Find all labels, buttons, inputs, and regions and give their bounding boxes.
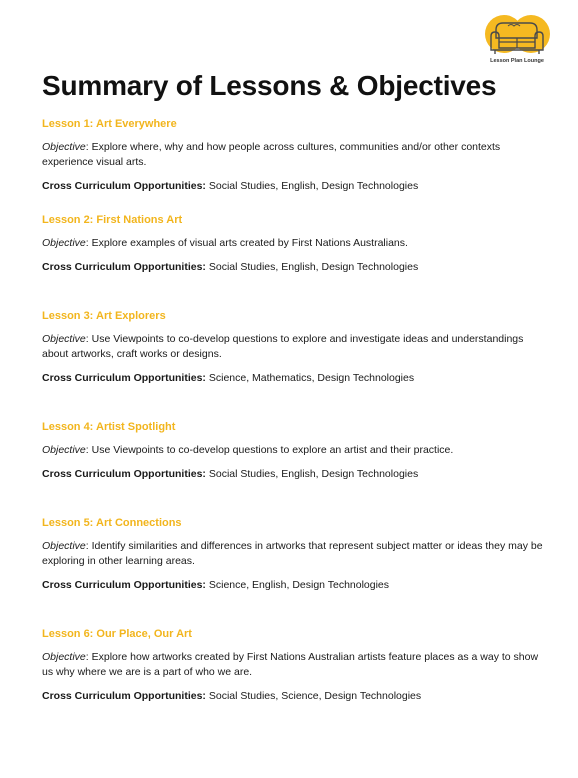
cross-curriculum-text: Social Studies, English, Design Technologies bbox=[208, 261, 419, 273]
lesson-objective bbox=[42, 332, 552, 362]
cross-curriculum-label: Cross Curriculum Opportunities: bbox=[42, 180, 206, 192]
page-title: Summary of Lessons & Objectives bbox=[42, 70, 497, 101]
lesson-title: Lesson 1: Art Everywhere bbox=[42, 118, 177, 130]
lesson-plan-lounge-logo bbox=[484, 14, 550, 74]
objective-label: Objective bbox=[42, 333, 86, 345]
lesson-cross-curriculum bbox=[42, 467, 552, 482]
sofa-icon bbox=[484, 14, 550, 60]
objective-label: Objective bbox=[42, 444, 86, 456]
objective-text: Use Viewpoints to co-develop questions to explore and investigate ideas and understandings about artworks, craft works or designs. bbox=[42, 333, 524, 360]
cross-curriculum-text: Social Studies, English, Design Technologies bbox=[208, 180, 419, 192]
lesson-cross-curriculum bbox=[42, 179, 552, 194]
lesson-5 bbox=[42, 516, 552, 627]
lesson-cross-curriculum bbox=[42, 371, 552, 386]
lesson-2 bbox=[42, 213, 552, 309]
cross-curriculum-label: Cross Curriculum Opportunities: bbox=[42, 690, 206, 702]
objective-text: Use Viewpoints to co-develop questions to explore an artist and their practice. bbox=[91, 444, 454, 456]
objective-label: Objective bbox=[42, 141, 86, 153]
lesson-6 bbox=[42, 627, 552, 723]
cross-curriculum-text: Science, Mathematics, Design Technologies bbox=[208, 372, 415, 384]
lesson-title: Lesson 5: Art Connections bbox=[42, 517, 182, 529]
cross-curriculum-label: Cross Curriculum Opportunities: bbox=[42, 261, 206, 273]
objective-text: Explore examples of visual arts created by First Nations Australians. bbox=[91, 237, 408, 249]
cross-curriculum-text: Science, English, Design Technologies bbox=[208, 579, 390, 591]
cross-curriculum-label: Cross Curriculum Opportunities: bbox=[42, 468, 206, 480]
cross-curriculum-label: Cross Curriculum Opportunities: bbox=[42, 372, 206, 384]
lesson-3 bbox=[42, 309, 552, 420]
lesson-objective bbox=[42, 650, 552, 680]
objective-separator: : bbox=[85, 141, 89, 153]
objective-text: Explore where, why and how people across cultures, communities and/or other contexts experience visual arts. bbox=[42, 141, 501, 168]
objective-separator: : bbox=[85, 651, 89, 663]
lesson-title: Lesson 2: First Nations Art bbox=[42, 214, 183, 226]
lesson-objective bbox=[42, 539, 552, 569]
lesson-objective bbox=[42, 236, 552, 251]
lesson-title: Lesson 4: Artist Spotlight bbox=[42, 421, 176, 433]
objective-separator: : bbox=[85, 444, 89, 456]
objective-label: Objective bbox=[42, 540, 86, 552]
objective-label: Objective bbox=[42, 651, 86, 663]
cross-curriculum-text: Social Studies, Science, Design Technologies bbox=[208, 690, 422, 702]
logo-text: Lesson Plan Lounge bbox=[490, 58, 544, 64]
objective-text: Identify similarities and differences in artworks that represent subject matter or ideas they may be exploring in other learning areas. bbox=[42, 540, 543, 567]
lesson-objective bbox=[42, 140, 552, 170]
lesson-cross-curriculum bbox=[42, 578, 552, 593]
lessons-list bbox=[42, 117, 552, 723]
objective-separator: : bbox=[85, 540, 89, 552]
cross-curriculum-text: Social Studies, English, Design Technologies bbox=[208, 468, 419, 480]
objective-separator: : bbox=[85, 333, 89, 345]
objective-text: Explore how artworks created by First Nations Australian artists feature places as a way to show us why where we are is a part of who we are. bbox=[42, 651, 539, 678]
lesson-title: Lesson 3: Art Explorers bbox=[42, 310, 166, 322]
cross-curriculum-label: Cross Curriculum Opportunities: bbox=[42, 579, 206, 591]
lesson-1 bbox=[42, 117, 552, 213]
lesson-cross-curriculum bbox=[42, 689, 552, 704]
lesson-title: Lesson 6: Our Place, Our Art bbox=[42, 628, 192, 640]
lesson-objective bbox=[42, 443, 552, 458]
objective-label: Objective bbox=[42, 237, 86, 249]
objective-separator: : bbox=[85, 237, 89, 249]
lesson-cross-curriculum bbox=[42, 260, 552, 275]
lesson-4 bbox=[42, 420, 552, 516]
